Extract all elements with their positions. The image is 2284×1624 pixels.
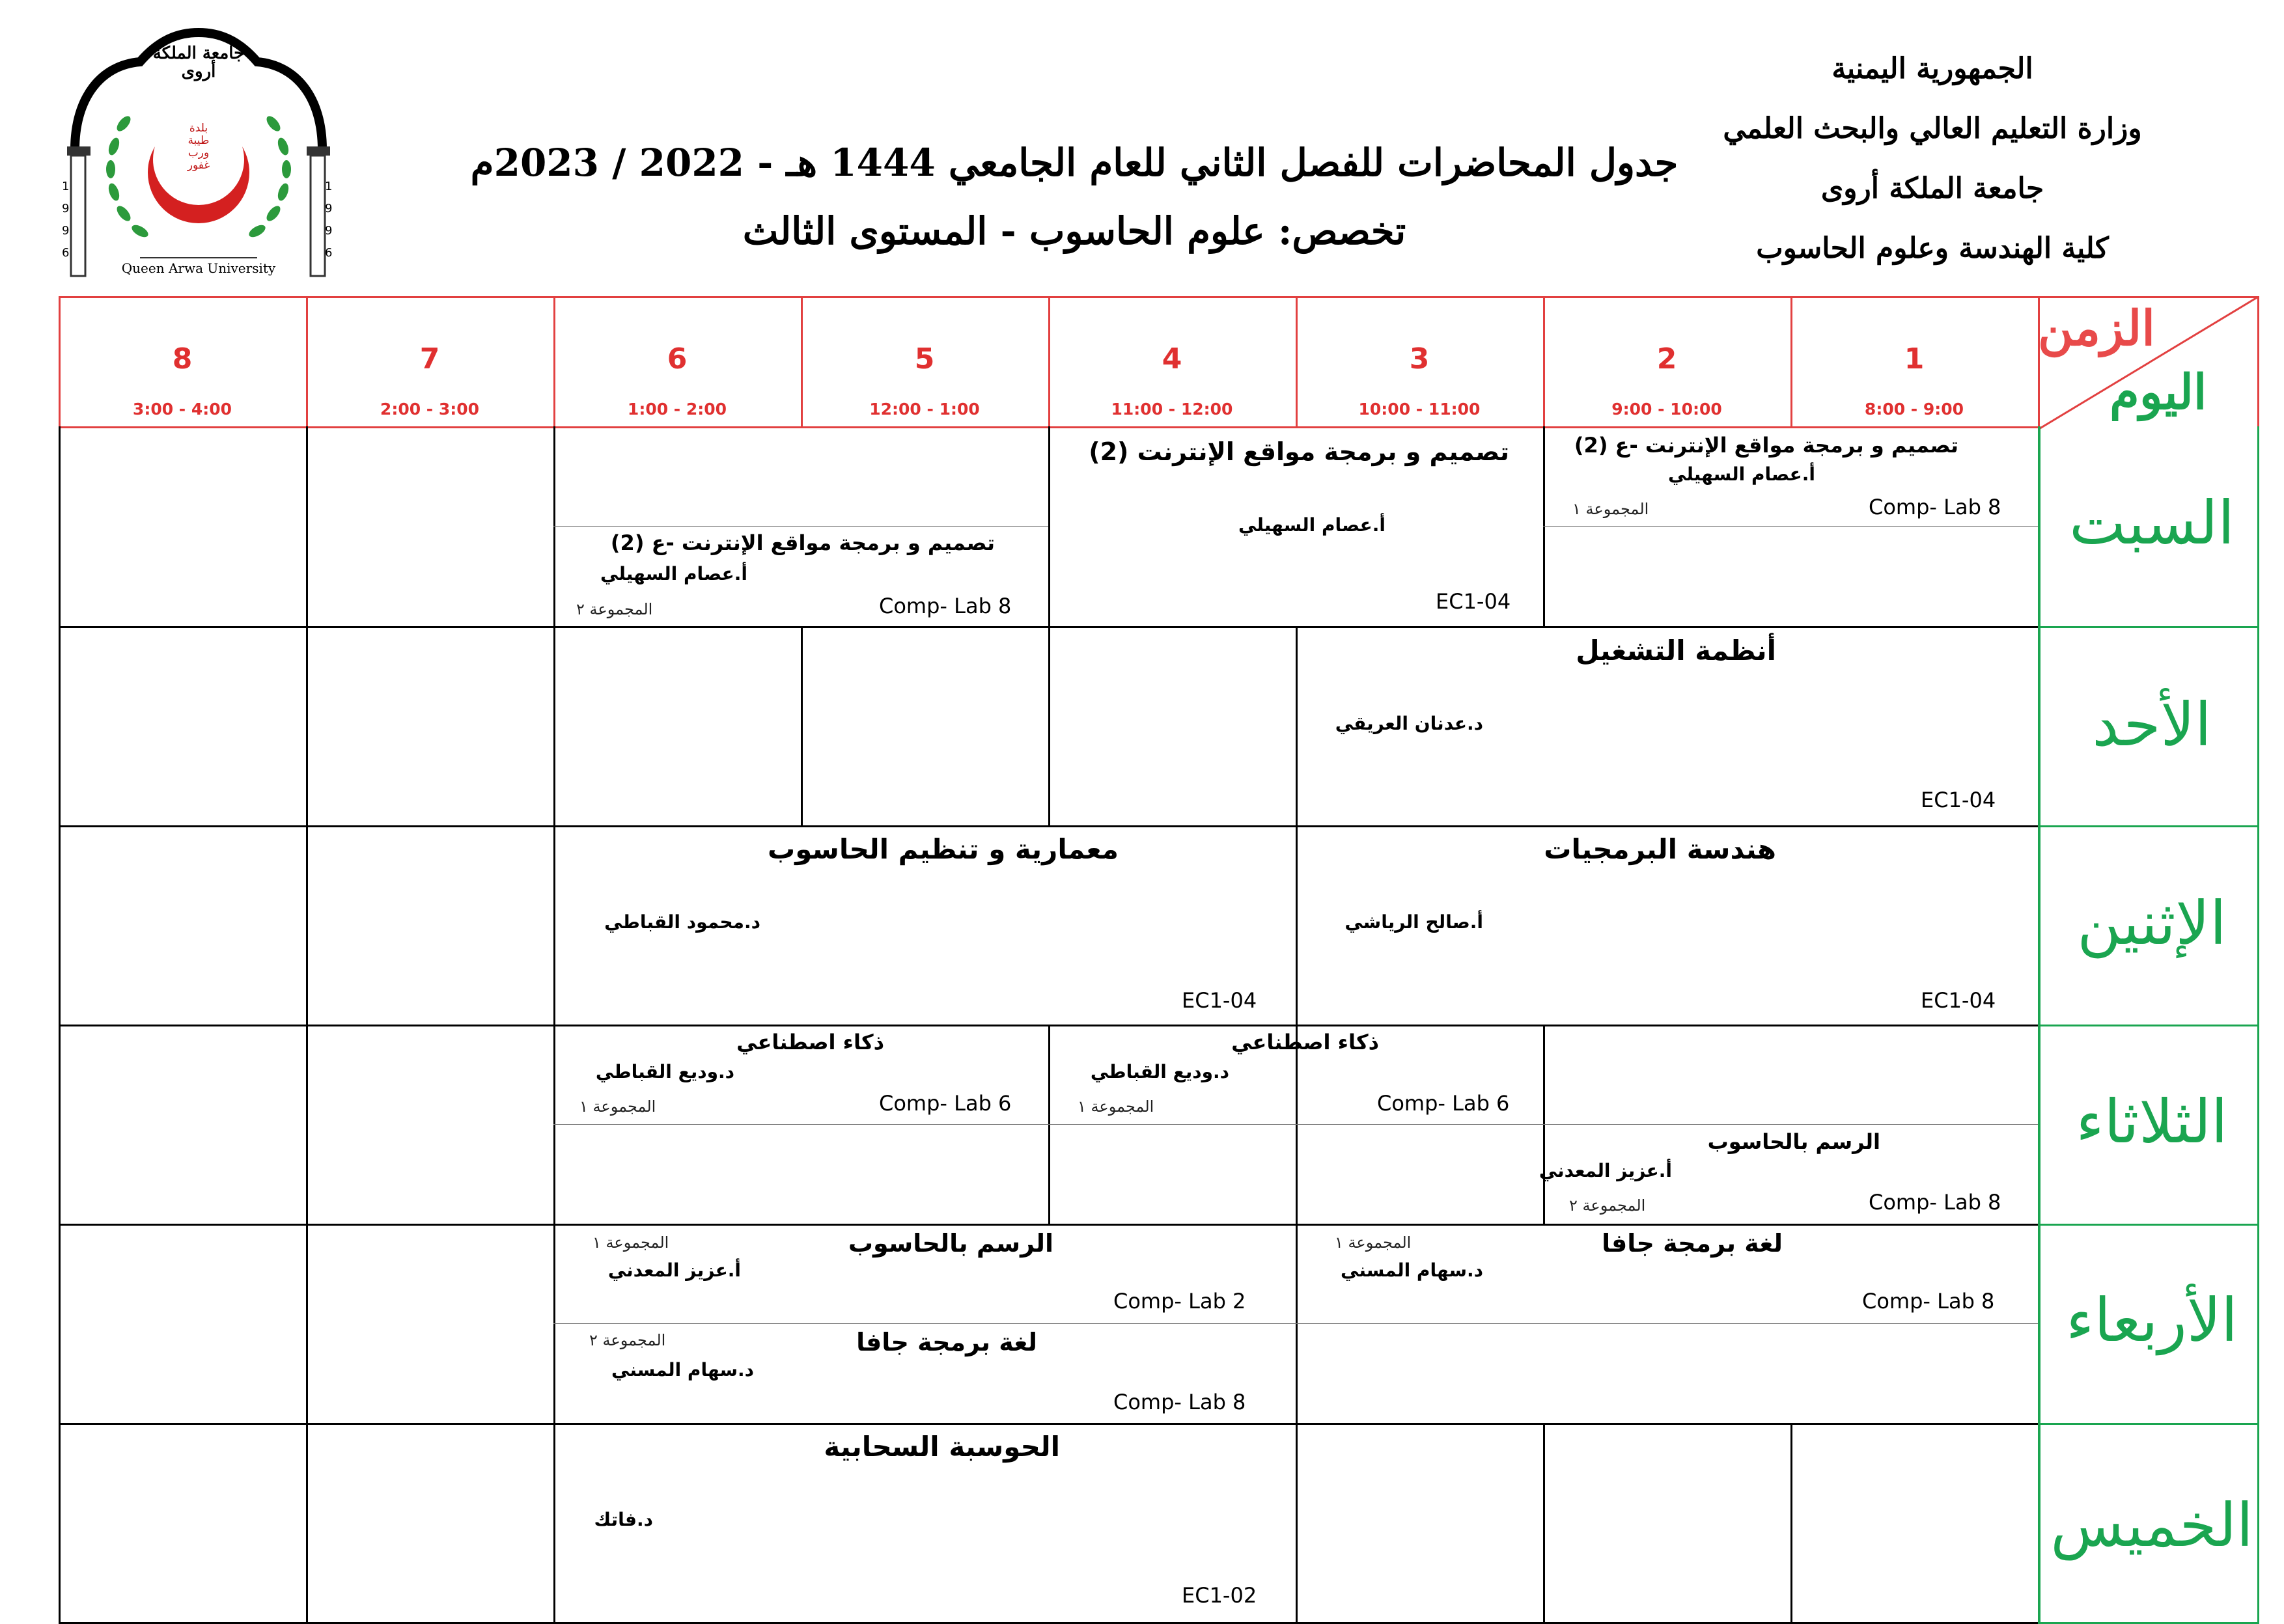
seal-year-right: 1 9 9 6 [325,180,333,260]
college-name: كلية الهندسة وعلوم الحاسوب [1756,232,2109,265]
page-subtitle: تخصص: علوم الحاسوب - المستوى الثالث [742,209,1406,253]
country-name: الجمهورية اليمنية [1831,52,2033,85]
university-name: جامعة الملكة أروى [1820,172,2044,205]
day-saturday: السبت [2069,488,2235,558]
seal-english-name: Queen Arwa University [121,260,276,276]
period-1-header: 1 8:00 - 9:00 [1864,342,1964,419]
corner-day-label: اليوم [2110,365,2207,420]
page-title: جدول المحاضرات للفصل الثاني للعام الجامعي 1444 هـ - 2022 / 2023م [470,141,1678,185]
seal-title: جامعة الملكة أروى [152,44,245,81]
period-6-header: 6 1:00 - 2:00 [627,342,727,419]
schedule-heading [456,130,1693,267]
ministry-name: وزارة التعليم العالي والبحث العلمي [1723,112,2142,145]
period-3-header: 3 10:00 - 11:00 [1358,342,1481,419]
day-sunday: الأحد [2092,690,2212,760]
day-wednesday: الأربعاء [2066,1286,2238,1355]
period-8-header: 8 3:00 - 4:00 [132,342,232,419]
corner-time-label: الزمن [2038,301,2155,357]
institution-header [1639,39,2225,279]
seal-year-left: 1 9 9 6 [62,180,70,260]
period-2-header: 2 9:00 - 10:00 [1611,342,1722,419]
seal-motto: بلدة طيبة ورب غفور [187,122,210,172]
day-monday: الإثنين [2077,888,2227,958]
day-thursday: الخميس [2050,1491,2253,1560]
day-tuesday: الثلاثاء [2076,1087,2228,1157]
period-5-header: 5 12:00 - 1:00 [869,342,980,419]
university-seal-icon [62,26,335,280]
period-7-header: 7 2:00 - 3:00 [380,342,480,419]
period-4-header: 4 11:00 - 12:00 [1111,342,1233,419]
